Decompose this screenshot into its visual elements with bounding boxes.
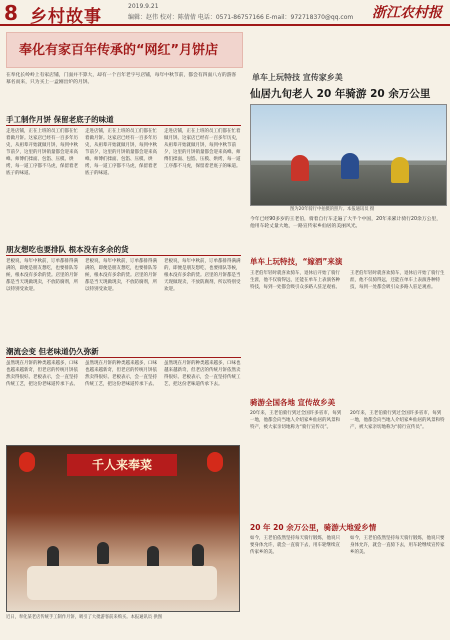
section-3-body-col2: 虽然现在月饼的种类越来越多，口味也越来越新奇，但老店的传统月饼依然卖得很好。老板表示，会一直坚持传统工艺，把这份老味道传承下去。 [85,361,157,387]
right-section-2-title: 骑游全国各地 宣传故乡美 [250,398,336,407]
issue-date: 2019.9.21 [128,3,159,10]
main-headline-box [6,32,243,68]
photo-banner: 千人来奉菜 [67,454,177,476]
lantern-icon [19,452,35,472]
section-3-body: 虽然现在月饼的种类越来越多，口味也越来越新奇，但老店的传统月饼依然卖得很好。老板表示，会一直坚持传统工艺，把这份老味道传承下去。 [6,361,78,387]
section-2-body: 老板说，每年中秋前，订单都排得满满的，即便是朋友想吃，也要排队等候，根本没有多余的货。店里的月饼都是当天现做现卖，不放防腐剂，所以特别受欢迎。 [6,259,78,292]
person-figure [97,542,109,564]
right-section-3-body-col2: 如今，王老伯依然坚持每天骑行锻炼，他说只要身体允许，就会一直骑下去，用车轮继续宣传家乡的美。 [350,536,445,555]
cyclist-figure [391,157,409,183]
mooncake-shop-photo [6,445,240,612]
section-1-body-col3: 走进店铺，正在上班的员工们都在忙着做月饼。这家店已经有一百多年历史，从祖辈开始就做月饼，每到中秋节前夕，这里的月饼销量都会迎来高峰。师傅们揉面、包馅、压模、烘烤，每一道工序都不马虎，保留着老底子的味道。 [164,129,241,169]
right-section-3-title: 20 年 20 余万公里，骑游大地爱乡情 [250,523,377,532]
section-title: 乡村故事 [30,7,102,27]
person-figure [147,546,159,568]
main-headline: 奉化有家百年传承的“网红”月饼店 [19,43,219,58]
lantern-icon [207,452,223,472]
person-figure [47,546,59,568]
cyclist-figure [291,155,309,181]
right-kicker: 单车上玩特技 宣传家乡美 [252,73,343,82]
right-section-1-body: 王老伯年轻时就喜欢骑车，退休后开始了骑行生涯，他不仅骑得远，还能在单车上表演各种特技，每到一处都会吸引众多路人驻足观看。 [250,271,340,290]
section-2-body-col2: 老板说，每年中秋前，订单都排得满满的，即便是朋友想吃，也要排队等候，根本没有多余的货。店里的月饼都是当天现做现卖，不放防腐剂，所以特别受欢迎。 [85,259,157,292]
right-headline: 仙居九旬老人 20 年骑游 20 余万公里 [250,88,431,100]
right-section-2-body-col2: 20年来，王老伯骑行到过全国许多省市，每到一地，他都会向当地人介绍家乡仙居的风景和特产，被大家亲切地称为“骑行宣传员”。 [350,411,445,430]
section-3-title: 潮流会变 但老味道仍久弥新 [6,346,241,358]
page-number: 8 [4,1,18,25]
cyclist-photo-caption: 图为20年骑行中拍摄的照片。本报通讯员 摄 [290,207,375,212]
section-2-title: 朋友想吃也要排队 根本没有多余的货 [6,244,241,256]
main-lead: 在奉化长岭岭上有家店铺，门面并不算大，却有一个百年老字号店铺，每年中秋节前，都会有四面八方的游客慕名而来，只为买上一盒刚出炉的月饼。 [6,73,237,86]
right-section-1-body-col2: 王老伯年轻时就喜欢骑车，退休后开始了骑行生涯，他不仅骑得远，还能在单车上表演各种特技，每到一处都会吸引众多路人驻足观看。 [350,271,445,290]
person-figure [192,544,204,566]
newspaper-logo: 浙江农村报 [372,5,442,21]
section-1-body: 走进店铺，正在上班的员工们都在忙着做月饼。这家店已经有一百多年历史，从祖辈开始就做月饼，每到中秋节前夕，这里的月饼销量都会迎来高峰。师傅们揉面、包馅、压模、烘烤，每一道工序都不马虎，保留着老底子的味道。 [6,129,78,176]
section-1-title: 手工制作月饼 保留老底子的味道 [6,114,241,126]
right-lead: 今年已经90多岁的王老伯，骑着自行车走遍了大半个中国，20年来累计骑行20余万公里，他用车轮丈量大地，一路宣传家乡仙居的美丽风光。 [250,217,442,230]
right-section-1-title: 单车上玩特技，“嫁酒”来演 [250,257,343,266]
cyclist-figure [341,153,359,179]
cyclist-photo [250,104,447,206]
editor-contact: 编辑：赵伟 校对：陈倩倩 电话：0571-86757166 E-mail：972718370@qq.com [128,14,354,21]
right-section-2-body: 20年来，王老伯骑行到过全国许多省市，每到一地，他都会向当地人介绍家乡仙居的风景和特产，被大家亲切地称为“骑行宣传员”。 [250,411,342,430]
section-2-body-col3: 老板说，每年中秋前，订单都排得满满的，即便是朋友想吃，也要排队等候，根本没有多余的货。店里的月饼都是当天现做现卖，不放防腐剂，所以特别受欢迎。 [164,259,241,292]
right-section-3-body: 如今，王老伯依然坚持每天骑行锻炼，他说只要身体允许，就会一直骑下去，用车轮继续宣传家乡的美。 [250,536,340,555]
section-1-body-col2: 走进店铺，正在上班的员工们都在忙着做月饼。这家店已经有一百多年历史，从祖辈开始就做月饼，每到中秋节前夕，这里的月饼销量都会迎来高峰。师傅们揉面、包馅、压模、烘烤，每一道工序都不马虎，保留着老底子的味道。 [85,129,157,176]
mooncake-table [27,566,217,600]
bottom-photo-caption: 近日，奉化某老店传统手工制作月饼，吸引了大批游客前来购买。本报通讯员 供图 [6,615,163,620]
section-3-body-col3: 虽然现在月饼的种类越来越多，口味也越来越新奇，但老店的传统月饼依然卖得很好。老板表示，会一直坚持传统工艺，把这份老味道传承下去。 [164,361,241,387]
